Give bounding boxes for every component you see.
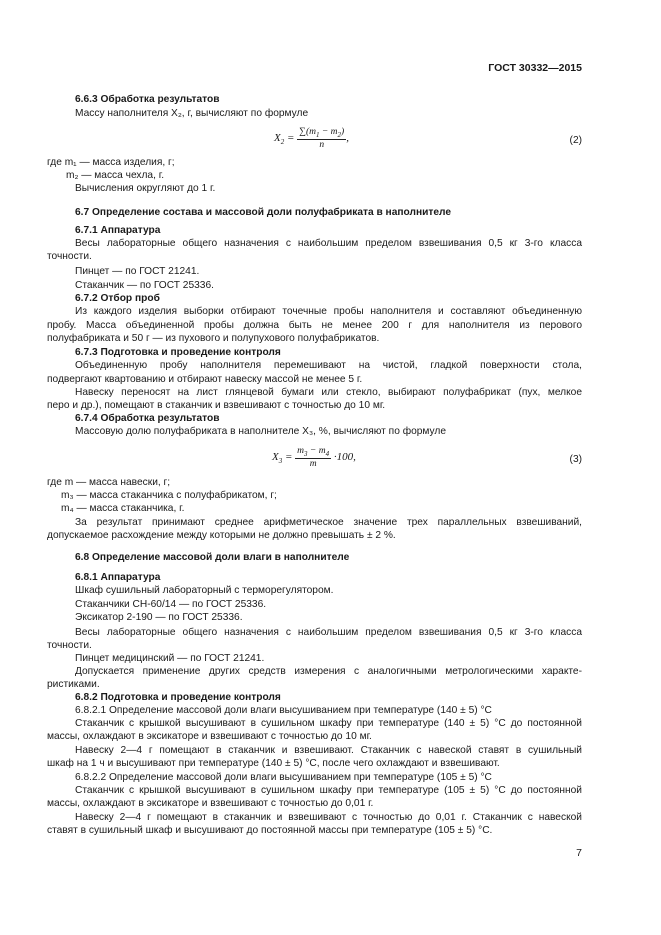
formula-3: $X_3$ = $\frac{m_3 - m_4}{m}$ ·100, [272,446,356,469]
s674-where-2: m₃ — масса стаканчика с полуфабрикатом, г; [61,490,277,501]
s682-p9: Навеску 2—4 г помещают в стаканчик и взвешивают с точностью до 0,01 г. Стаканчик с навеской [75,812,582,823]
s671-line-1: Весы лабораторные общего назначения с наибольшим пределом взвешивания 0,5 кг 3-го класса [75,238,582,249]
s681-line-6: Пинцет медицинский — по ГОСТ 21241. [75,653,265,664]
s674-where-1: где m — масса навески, г; [47,477,171,488]
s681-line-2: Стаканчики СН-60/14 — по ГОСТ 25336. [75,599,267,610]
s682-p8: массы, охлаждают в эксикаторе и взвешивают с точностью до 0,01 г. [47,798,374,809]
section-6-7-2-title: 6.7.2 Отбор проб [75,293,160,304]
s671-line-3: Пинцет — по ГОСТ 21241. [75,266,200,277]
s682-p7: Стаканчик с крышкой высушивают в сушильном шкафу при температуре (105 ± 5) °С до постоянной [75,785,582,796]
s682-p3: массы, охлаждают в эксикаторе и взвешивают с точностью до 10 мг. [47,731,372,742]
s674-where-3: m₄ — масса стаканчика, г. [61,503,185,514]
s672-line-3: полуфабриката и 50 г — из пухового и полупухового полуфабрикатов. [47,333,380,344]
s663-where-1: где m₁ — масса изделия, г; [47,157,175,168]
s681-line-8: ристиками. [47,679,100,690]
page-number: 7 [576,847,582,859]
s671-line-4: Стаканчик — по ГОСТ 25336. [75,280,214,291]
section-6-6-3-title: 6.6.3 Обработка результатов [75,94,220,105]
s673-line-2: подвергают квартованию и отбирают навеску массой не менее 5 г. [47,374,363,385]
s673-line-3: Навеску переносят на лист глянцевой бумаги или стекло, выбирают полуфабрикат (пух, мелкое [75,387,582,398]
s672-line-1: Из каждого изделия выборки отбирают точечные пробы наполнителя и составляют объединенную [75,306,582,317]
section-6-7-1-title: 6.7.1 Аппаратура [75,225,161,236]
s682-p2: Стаканчик с крышкой высушивают в сушильном шкафу при температуре (140 ± 5) °С до постоянной [75,718,582,729]
s682-p5: шкаф на 1 ч и высушивают при температуре (140 ± 5) °С, после чего охлаждают и взвешивают. [47,758,500,769]
s682-p6: 6.8.2.2 Определение массовой доли влаги высушиванием при температуре (105 ± 5) °С [75,772,492,783]
s674-result-2: допускаемое расхождение между которыми не должно превышать ± 2 %. [47,530,396,541]
s671-line-2: точности. [47,251,92,262]
s681-line-1: Шкаф сушильный лабораторный с терморегулятором. [75,585,334,596]
s663-where-2: m₂ — масса чехла, г. [66,170,165,181]
standard-header: ГОСТ 30332—2015 [488,62,582,74]
section-6-7-title: 6.7 Определение состава и массовой доли полуфабриката в наполнителе [75,207,452,218]
s681-line-3: Эксикатор 2-190 — по ГОСТ 25336. [75,612,243,623]
s681-line-5: точности. [47,640,92,651]
s673-line-4: перо и др.), помещают в стаканчик и взвешивают с точностью до 10 мг. [47,400,386,411]
s674-intro: Массовую долю полуфабриката в наполнителе X₃, %, вычисляют по формуле [75,426,447,437]
s663-intro: Массу наполнителя X₂, г, вычисляют по формуле [75,108,309,119]
section-6-8-title: 6.8 Определение массовой доли влаги в наполнителе [75,552,350,563]
s682-p10: ставят в сушильный шкаф и высушивают до постоянной массы при температуре (105 ± 5) °С. [47,825,493,836]
formula-2-number: (2) [569,135,582,146]
s681-line-7: Допускается применение других средств измерения с аналогичными метрологическими характе- [75,666,582,677]
s672-line-2: пробу. Масса объединенной пробы должна быть не менее 200 г для наполнителя из перового [47,320,582,331]
s682-p1: 6.8.2.1 Определение массовой доли влаги высушиванием при температуре (140 ± 5) °С [75,705,492,716]
section-6-7-4-title: 6.7.4 Обработка результатов [75,413,220,424]
s663-rounding: Вычисления округляют до 1 г. [75,183,216,194]
section-6-7-3-title: 6.7.3 Подготовка и проведение контроля [75,347,281,358]
s674-result-1: За результат принимают среднее арифметическое значение трех параллельных взвешиваний, [75,517,582,528]
section-6-8-2-title: 6.8.2 Подготовка и проведение контроля [75,692,281,703]
s673-line-1: Объединенную пробу наполнителя перемешивают на чистой, гладкой поверхности стола, [75,360,582,371]
s681-line-4: Весы лабораторные общего назначения с наибольшим пределом взвешивания 0,5 кг 3-го класса [75,627,582,638]
formula-2: $X_2$ = $\frac{\sum(m_1 - m_2)}{n}$ , [274,127,349,150]
s682-p4: Навеску 2—4 г помещают в стаканчик и взвешивают. Стаканчик с навеской ставят в сушильный [75,745,582,756]
formula-3-number: (3) [569,454,582,465]
section-6-8-1-title: 6.8.1 Аппаратура [75,572,161,583]
